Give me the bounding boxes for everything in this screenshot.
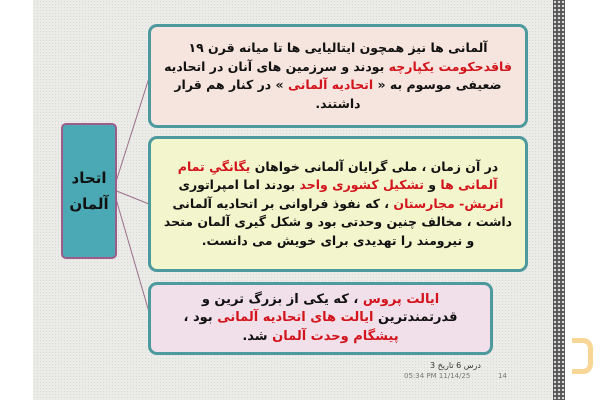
text-segment: بودند و سرزمین های آنان در اتحادیه ضعیفی موسوم به «	[164, 58, 502, 92]
highlighted-text: ایالت پروس	[362, 291, 440, 307]
highlighted-text: اتریش- مجارستان	[393, 195, 504, 211]
info-text	[161, 291, 480, 347]
footer-title: درس 6 تاریخ 3	[430, 361, 481, 370]
connector-line	[114, 192, 149, 312]
info-box-prussia	[148, 282, 493, 355]
info-text	[161, 39, 515, 113]
highlighted-text: پیشگام وحدت آلمان	[272, 328, 399, 344]
connector-line	[114, 78, 149, 188]
text-segment: در آن زمان ، ملی گرایان آلمانی خواهان	[250, 158, 499, 174]
info-box-confederation	[148, 24, 528, 128]
text-segment: شد.	[242, 328, 273, 344]
connector-line	[114, 190, 149, 204]
topic-box	[61, 123, 117, 259]
text-segment: ، که نفوذ فراوانی بر اتحادیه آلمانی داشت ، مخالف چنین وحدتی بود و شکل گیری آلمان متحد و نیرومند را تهدیدی برای خویش می دانست.	[163, 195, 513, 248]
text-segment: » در کنار هم قرار داشتند.	[174, 77, 361, 111]
footer-datetime: 05:34 PM 11/14/25	[404, 372, 471, 380]
topic-line: آلمان	[69, 195, 109, 213]
highlighted-text: اتحادیه آلمانی	[287, 77, 374, 92]
highlighted-text: تشکیل کشوری واحد	[299, 177, 424, 193]
highlighted-text: ایالت های اتحادیه آلمانی	[217, 310, 374, 326]
topic-line: اتحاد	[71, 169, 107, 187]
info-text	[161, 158, 515, 251]
info-box-nationalists	[148, 136, 528, 272]
highlighted-text: فاقدحکومت یکپارچه	[388, 58, 512, 74]
text-segment: و	[423, 177, 441, 193]
text-segment: بودند اما امپراتوری	[178, 177, 300, 193]
slide-number: 14	[498, 372, 507, 380]
text-segment: ، که یکی از بزرگ ترین و قدرتمندترین	[201, 291, 458, 326]
highlighted-text: یگانگیِ تمام آلمانی ها	[177, 158, 498, 193]
text-segment: آلمانی ها نیز همچون ایتالیایی ها تا میانه قرن ۱۹	[188, 40, 488, 55]
text-segment: بود ،	[183, 310, 218, 326]
